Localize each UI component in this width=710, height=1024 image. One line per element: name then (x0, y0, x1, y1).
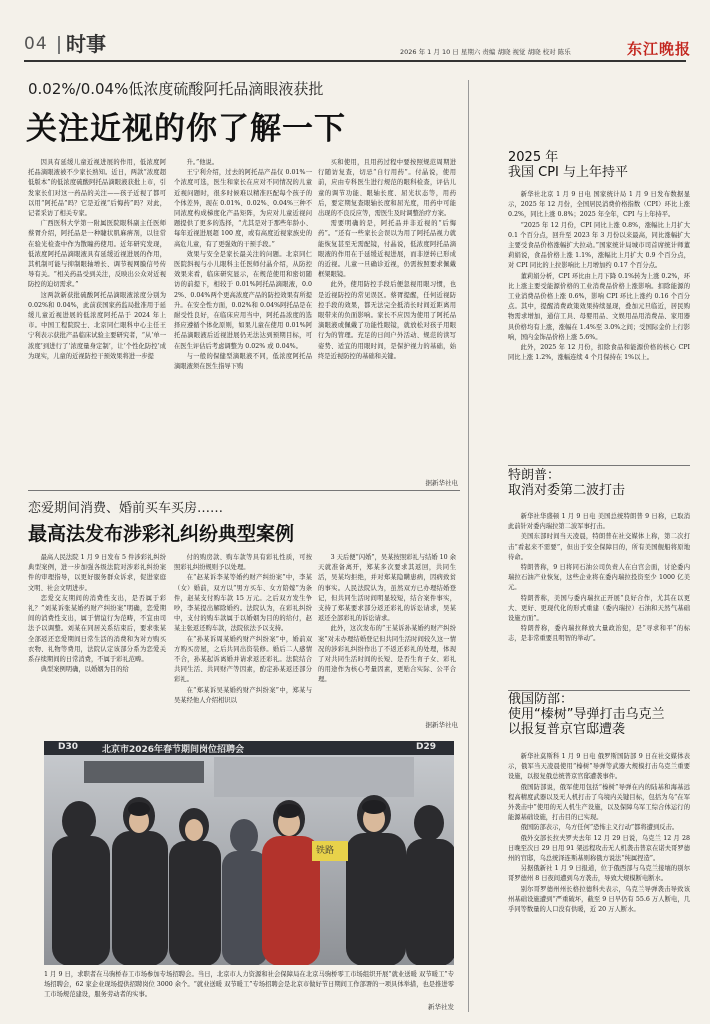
story2-headline: 最高法发布涉彩礼纠纷典型案例 (28, 523, 295, 545)
sidebar-vertical-rule (468, 80, 469, 1012)
side-divider-1 (508, 465, 690, 466)
section-name: 时事 (66, 32, 106, 56)
story1-column-3: 买和使用，且用药过程中要按照规范周期进行随访复查，切忌“自行用药”。付晶说，使用前，应由专科医生进行规范的眼科检查，评估儿童的调节功能、眼轴长度、屈光状态等，用药后，要定期复查眼轴长度和屈光度，用药中可能出现的不良反应等，需医生及时调整治疗方案。 需要明确的是，阿托品并非近视的“后悔药”。“还有一些家长会误以为用了阿托品视力就能恢复甚至无需配镜，付晶说，低浓度阿托品滴眼液的作用在于延缓近视进展，而非逆转已形成的近视。儿童一旦确诊近视，仍需按照要求佩戴框架眼镜。 此外，使用防控手段后便忽视用眼习惯，也是近视防控的常见误区。蔡胥提醒，任何近视防控手段的效果，都无法完全抵消长时间近距离用眼带来的负面影响。家长不应因为使用了阿托品滴眼液或佩戴了功能性眼镜，就放松对孩子用眼行为的管理。充足的日间户外活动、规范的读写姿势、适宜的用眼时间，是保护视力的基础，始终是近视防控的基础和关键。 (318, 159, 456, 360)
story-divider (28, 490, 460, 491)
story1-headline: 关注近视的你了解一下 (26, 111, 346, 147)
news-photo (44, 741, 454, 965)
story1-source: 据新华社电 (425, 479, 458, 487)
photo-credit: 新华社发 (428, 1003, 454, 1011)
side-divider-2 (508, 690, 690, 691)
story1-column-2: 升。”他说。 王宁利介绍，过去的阿托品产品仅 0.01%一个浓度可选，医生和家长在应对不同情况的儿童近视问题时，很多时候难以精准匹配每个孩子的个体差异，现在 0.01%、0.02%、0.04%三种不同浓度构成梯度化产品矩阵，为应对儿童近视问题提供了更多的选择，“尤其是对于那些年龄小、每年近视进展超 100 度，或有高度近视家族史的高危儿童，有了更强效的干预手段。” 效果与安全是家长最关注的问题。北京同仁医院斜视与小儿眼科主任医师付晶介绍，从防控效果来看，临床研究显示，在规范使用和密切随访的前提下，相较于 0.01%阿托品滴眼液，0.02%、0.04%两个更高浓度产品的防控效果有所提升。在安全性方面，0.02%和 0.04%阿托品是在耐受性良好，在临床应用当中，阿托品浓度的选择应遵循个体化原则，如果儿童在使用 0.01%阿托品滴眼液后近视进展仍无法达到预期目标，可在医生评估后考虑调整为 0.02% 或 0.04%。 与一般的保健型滴眼液不同，低浓度阿托品滴眼液须在医生指导下购 (174, 159, 312, 371)
story2-column-2: 付的购房款、购车款等具有彩礼性质，可按照彩礼纠纷规则予以处理。 在“赵某诉李某等婚约财产纠纷案”中，李某（女）婚前，双方以“男方买车、女方陪嫁”为条件，赵某支付购车款 15 万元。之后双方发生争吵，李某提出解除婚约。法院认为，在彩礼纠纷中，支付的购车款属于以婚姻为目的的给付，赵某主张返还购车款，法院依法予以支持。 在“孙某诉周某婚约财产纠纷案”中，婚前双方购买房屋，之后共同出资装修。婚后二人感情不合，孙某起诉离婚并请求返还彩礼。法院结合共同生活、共同财产等因素，酌定孙某返还部分彩礼。 在“郑某诉吴某婚约财产纠纷案”中，郑某与吴某经他人介绍相识以 (174, 554, 312, 704)
photo-banner-text: 北京市2026年春节期间岗位招聘会 (102, 745, 245, 755)
story1-column-1: 因具有延缓儿童近视进展的作用，低浓度阿托品滴眼液被不少家长熟知。近日，两款“浓度超低版本”的低浓度硫酸阿托品滴眼液获批上市，引发家长们对这一药品的关注——孩子近视了都可以用“阿托品”吗？它是近视“后悔药”吗？对此，记者采访了相关专家。 广西医科大学第一附属医院眼科副主任医师蔡胥介绍，阿托品是一种睫状肌麻痹剂，以往常在验光检查中作为散瞳药使用。近年研究发现，低浓度阿托品滴眼液具有延缓近视进展的作用，其机制可能与抑制眼轴增长、调节视网膜信号传导有关。“相关药品受到关注，反映出公众对近视防控的迫切需求。” 这两款新获批硫酸阿托品滴眼液浓度分别为 0.02%和 0.04%，此前获国家药监局批准用于延缓儿童近视进展的低浓度阿托品于 2024 年上市。中国工程院院士、北京同仁眼科中心主任王宁利表示获批产品临床试验主要研究者，“从‘单一浓度’到进行了‘浓度量身定制’，让‘个性化防控’成为现实，儿童的近视防控干预效果将进一步提 (28, 159, 166, 360)
side1-title: 2025 年 我国 CPI 与上年持平 (508, 150, 629, 180)
page-number: 04 (24, 34, 48, 54)
story2-column-1: 最高人民法院 1 月 9 日发布 5 件涉彩礼纠纷典型案例，进一步加强各级法院对涉彩礼纠纷案件的审理指导，以更好服务群众诉求，促进家庭文明、社会文明进步。 恋爱交友期间的消费性支出，是否属于彩礼？”刘某诉张某婚约财产纠纷案”明确，恋爱期间的消费性支出，属于情谊行为范畴，不宜由司法予以调整。刘某在同居关系结束后，要求张某全部返还恋爱期间日常生活的消费和为对方购买衣物、礼物等费用，法院认定该部分系为恋爱关系存续期间的日常消费，不属于彩礼范畴。 典型案例明确，以婚姻为目的给 (28, 554, 166, 674)
photo-banner-left: D30 (58, 742, 78, 752)
newspaper-logo: 东江晚报 (627, 40, 692, 58)
photo-caption: 1 月 9 日，求职者在马驹桥春工市场参加专场招聘会。当日，北京市人力资源和社会保障局在北京马驹桥零工市场组织开展“就业送暖 双节暖工”专场招聘会，62 家企业现场提供招聘岗位 3000 余个。“就业送暖 双节暖工”专场招聘会是北京市做好节日期间工作部署的一项具体举措，也是推进零工市场规范建设，服务劳动者的实事。 (44, 971, 454, 999)
photo-sign: 铁路 (316, 846, 335, 856)
side2-body: 新华社华盛顿 1 月 9 日电 美国总统特朗普 9 日称，已取消此前针对委内瑞拉第二波军事打击。 美国东部时间当天凌晨，特朗普在社交媒体上称，第二次打击“看起来不需要”，但出于安全保障目的，所有美国舰船将原地待命。 特朗普称，9 日将同石油公司负责人在白宫会面，讨论委内瑞拉石油产业恢复，这些企业将在委内瑞拉投资至少 1000 亿美元。 特朗普称，美国与委内瑞拉正开展“良好合作，尤其在以更大、更好、更现代化的形式重建（委内瑞拉）石油和天然气基础设施方面”。 特朗普称，委内瑞拉释放大量政治犯，是“寻求和平”的标志，是非常重要且明智的举动”。 (508, 513, 690, 643)
dateline: 2026 年 1 月 10 日 星期六 责编 胡晓 视觉 胡晓 校对 陈乐 (400, 48, 571, 56)
header-rule (24, 60, 686, 62)
story2-source: 据新华社电 (425, 721, 458, 729)
side2-title: 特朗普： 取消对委第二波打击 (508, 468, 626, 498)
side1-body: 新华社北京 1 月 9 日电 国家统计局 1 月 9 日发布数据显示，2025 年 12 月份，全国居民消费价格指数（CPI）环比上涨 0.2%，同比上涨 0.8%；2025 年全年，CPI 与上年持平。 “2025 年 12 月份，CPI 同比上涨 0.8%，涨幅比上月扩大 0.1 个百分点，回升至 2023 年 3 月份以来最高，同比涨幅扩大主要受食品价格涨幅扩大拉动。”国家统计局城市司首席统计师董莉娟说，食品价格上涨 1.1%，涨幅比上月扩大 0.9 个百分点，对 CPI 同比的上拉影响比上月增加约 0.17 个百分点。 董莉娟分析，CPI 环比由上月下降 0.1%转为上涨 0.2%，环比上涨主要受能源价格的工业消费品价格上涨影响。扣除能源的工业消费品价格上涨 0.6%，影响 CPI 环比上涨约 0.16 个百分点。其中，提醒消费政策效果持续显现，叠加元旦临近，居民购物需求增加，通信工具、母婴用品、文娱用品用消费品、家用器具价格均有上涨，涨幅在 1.4%至 3.0%之间；受国际金价上行影响，国内金饰品价格上涨 5.6%。 此外，2025 年 12 月份，扣除食品和能源价格的核心 CPI 同比上涨 1.2%，涨幅连续 4 个月保持在 1%以上。 (508, 191, 690, 362)
photo-banner-right: D29 (416, 742, 436, 752)
story1-kicker: 0.02%/0.04%低浓度硫酸阿托品滴眼液获批 (28, 80, 324, 98)
side3-title: 俄国防部： 使用“榛树”导弹打击乌克兰 以报复普京官邸遭袭 (508, 692, 665, 737)
side3-body: 新华社莫斯科 1 月 9 日电 俄罗斯国防部 9 日在社交媒体表示，俄军当天凌晨使用“榛树”导弹等武器大规模打击乌克兰重要设施，以报复俄总统普京官邸遭袭事件。 俄国防部说，俄军使用包括“榛树”导弹在内的陆基和海基远程高精度武器以及无人机打击了乌境内关键目标，包括为乌“在军外袭击中”使用的无人机生产设施，以及保障乌军工综合体运行的能源基础设施，打击目的已实现。 俄国防部表示，乌方任何“恐怖主义行动”都将遭到反击。 俄外交部长拉夫罗夫去年 12 月 29 日说，乌克兰 12 月 28 日晚至次日 29 日用 91 架远程攻击无人机袭击普京在诺夫哥罗德州的官邸，乌总统泽连斯基则称俄方说法“纯属捏造”。 另据俄新社 1 月 9 日报道，位于俄西部与乌克兰接壤的别尔哥罗德州 8 日夜间遭到乌方袭击，导致大规模断电断水。 别尔哥罗德州州长格拉德科夫表示，乌克兰导弹袭击导致该州基础设施遭到“严重破坏，截至 9 日早仍有 55.6 万人断电，几乎同等数量的人口没有供暖，近 20 万人断水。 (508, 753, 690, 914)
story2-column-3: 3 天后便“闪婚”，吴某按照彩礼与结婚 10 余天就准备离开，郑某多次要求其返回，共同生活，吴某均拒绝，并对郑某隐瞒患病，因病致贫的事实。人民法院认为，虽然双方已办理结婚登记，但共同生活时间明显较短，结合案件事实，支持了郑某要求部分返还彩礼的诉讼请求，吴某返还全部彩礼的诉讼请求。 此外，这次发布的“王某诉孙某婚约财产纠纷案”对未办理结婚登记但共同生活时间较久这一情况的涉彩礼纠纷作出了不返还彩礼的处理，体现了对共同生活时间的长短、是否生育子女、彩礼的用途作为核心考量因素，更贴合实际、公平合理。 (318, 554, 456, 684)
header-divider (58, 36, 60, 54)
photo-illustration (44, 741, 454, 965)
story2-kicker: 恋爱期间消费、婚前买车买房…… (28, 501, 224, 516)
